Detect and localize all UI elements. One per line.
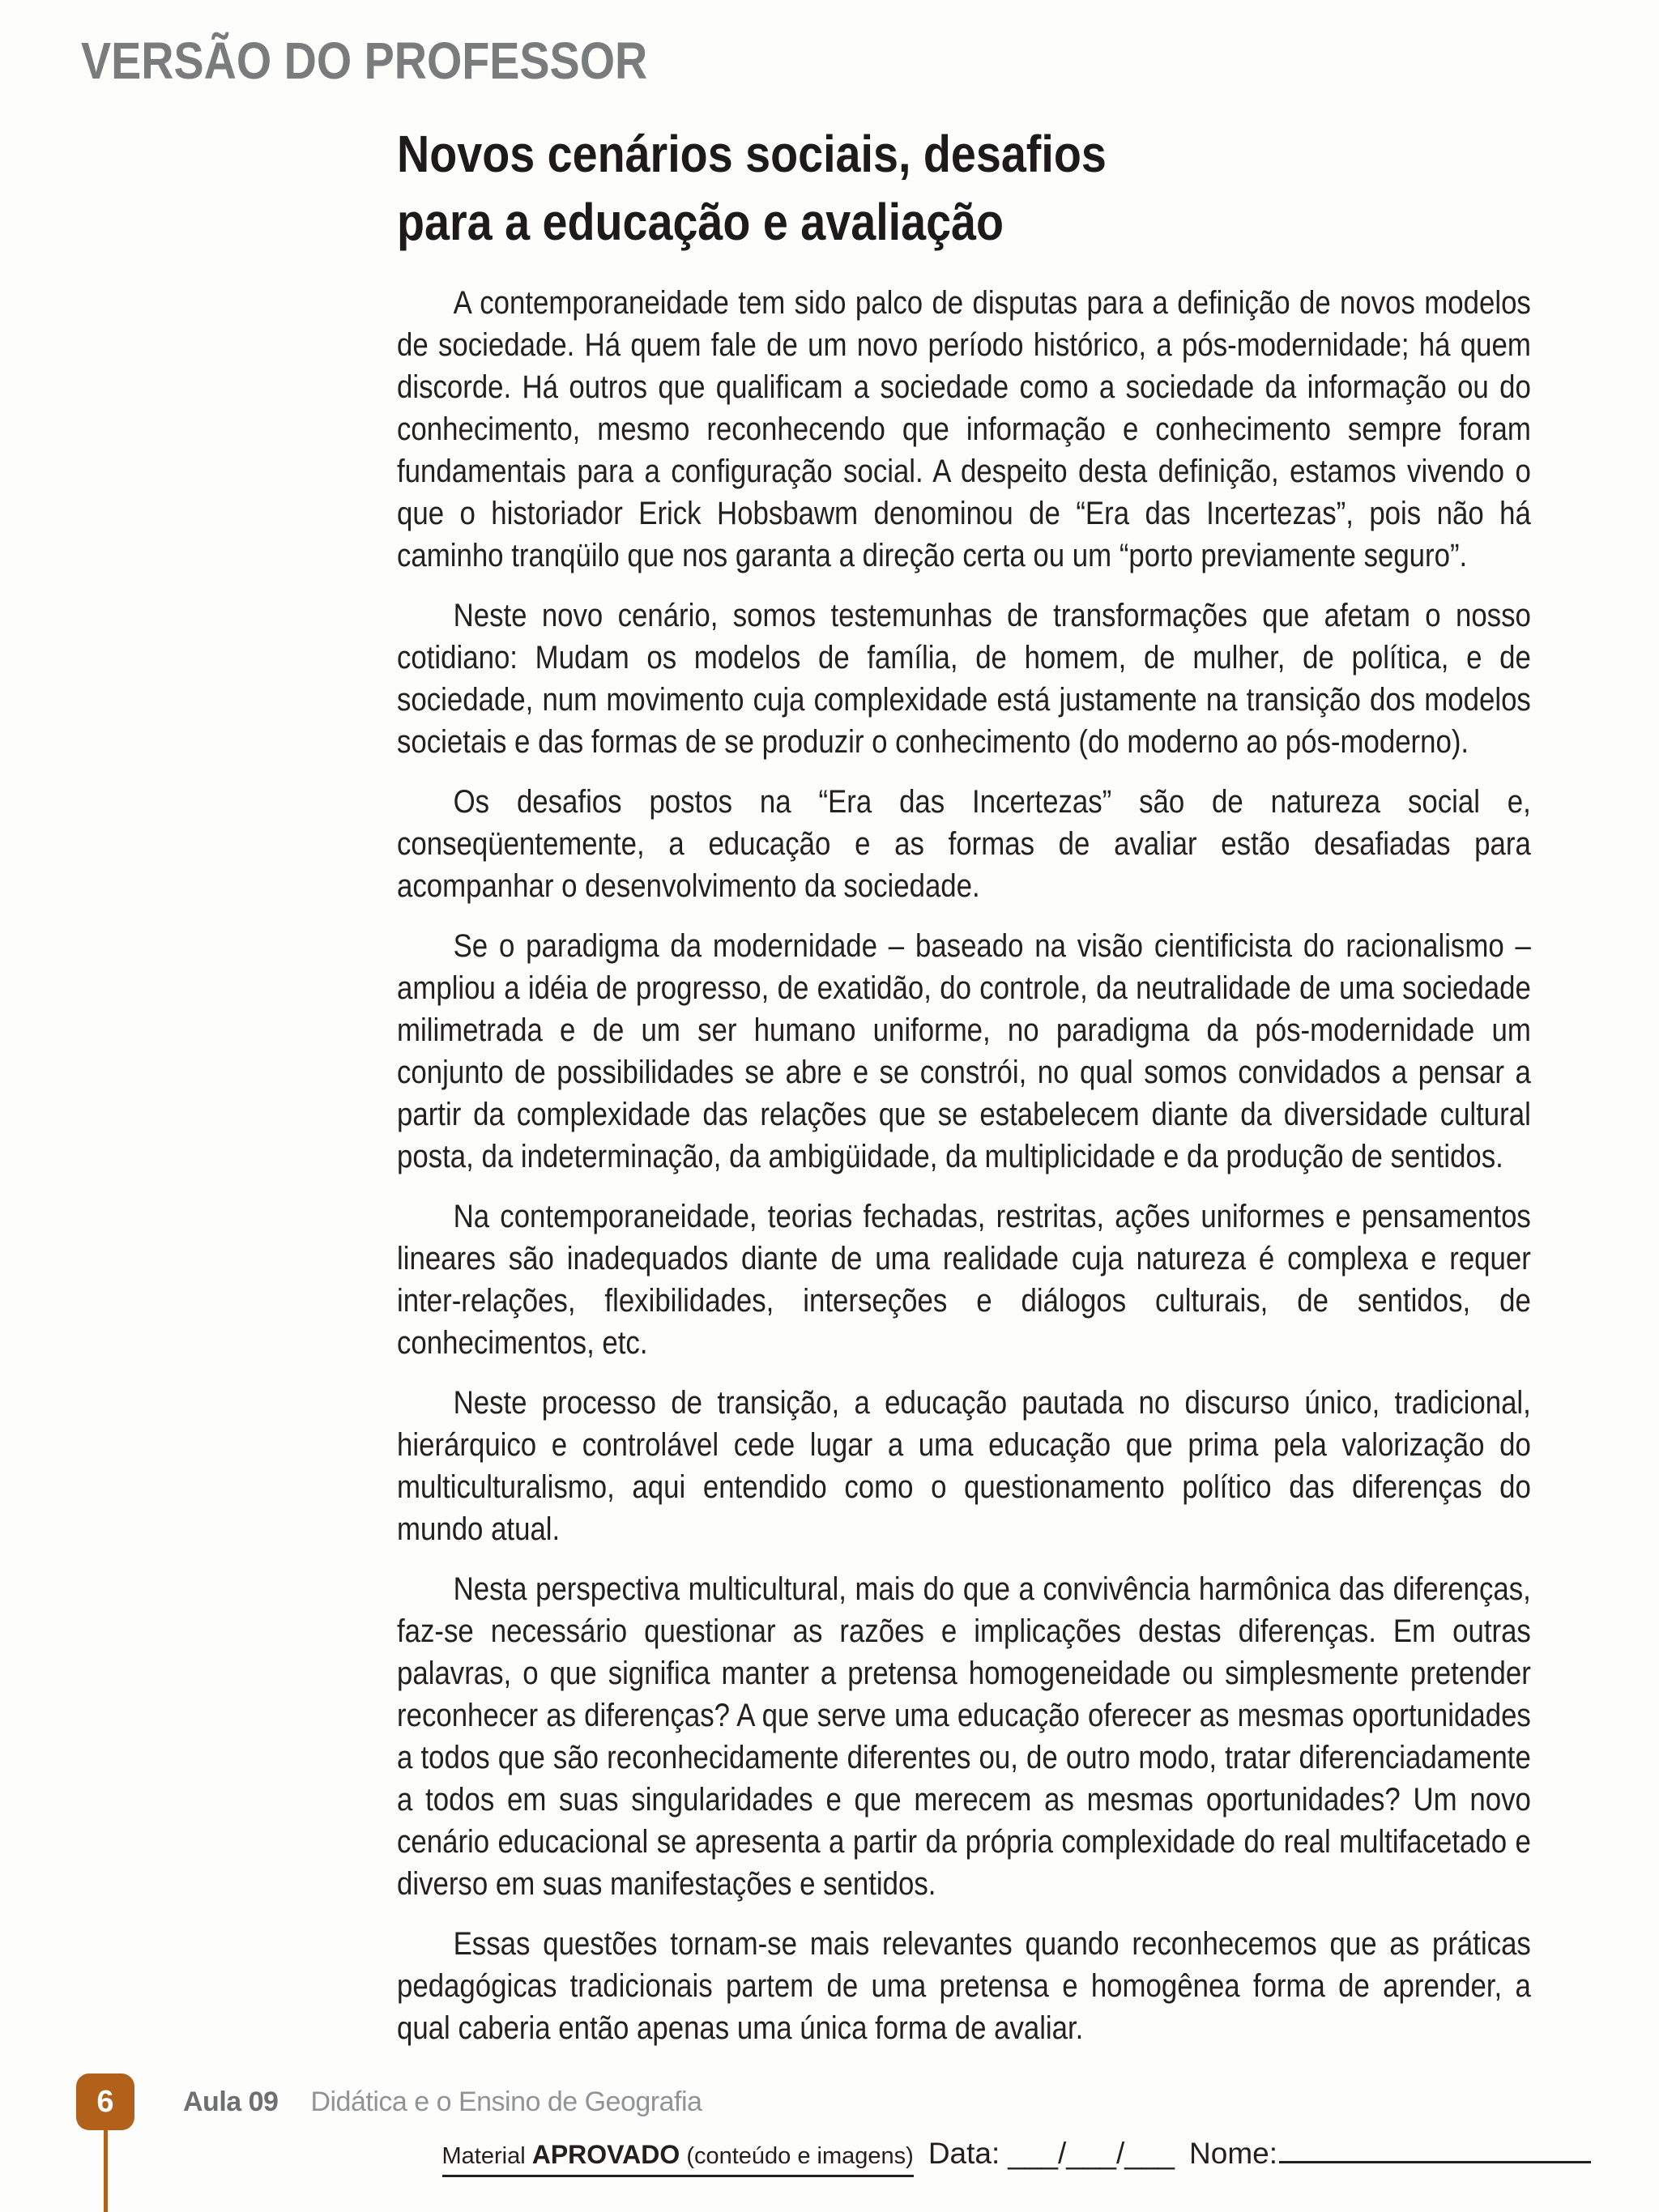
paragraph: Nesta perspectiva multicultural, mais do que a convivência harmônica das diferenças, faz-se necessário questionar as razões e implicações destas diferenças. Em outras palavras, o que significa manter a pretensa homogeneidade ou simplesmente pretender reconhecer as diferenças? A que serve uma educação oferecer as mesmas oportunidades a todos que são reconhecidamente diferentes ou, de outro modo, tratar diferenciadamente a todos em suas singularidades e que merecem as mesmas oportunidades? Um novo cenário educacional se apresenta a partir da própria complexidade do real multifacetado e diverso em suas manifestações e sentidos. xyxy=(397,1571,1531,1902)
paragraph: Se o paradigma da modernidade – baseado na visão cientificista do racionalismo – ampliou a idéia de progresso, de exatidão, do controle, da neutralidade de uma sociedade milimetrada e de um ser humano uniforme, no paradigma da pós-modernidade um conjunto de possibilidades se abre e se constrói, no qual somos convidados a pensar a partir da complexidade das relações que se estabelecem diante da diversidade cultural posta, da indeterminação, da ambigüidade, da multiplicidade e da produção de sentidos. xyxy=(397,928,1531,1174)
approval-line xyxy=(442,2137,1592,2177)
page-number: 6 xyxy=(96,2084,114,2119)
article-title xyxy=(397,120,1384,256)
paragraph: Neste processo de transição, a educação pautada no discurso único, tradicional, hierárquico e controlável cede lugar a uma educação que prima pela valorização do multiculturalismo, aqui entendido como o questionamento político das diferenças do mundo atual. xyxy=(397,1385,1531,1547)
article-body xyxy=(397,282,1531,2049)
course-title: Didática e o Ensino de Geografia xyxy=(310,2086,702,2117)
approved-word: APROVADO xyxy=(531,2140,680,2169)
paragraph: A contemporaneidade tem sido palco de disputas para a definição de novos modelos de sociedade. Há quem fale de um novo período histórico, a pós-modernidade; há quem discorde. Há outros que qualificam a sociedade como a sociedade da informação ou do conhecimento, mesmo reconhecendo que informação e conhecimento sempre foram fundamentais para a configuração social. A despeito desta definição, estamos vivendo o que o historiador Erick Hobsbawm denominou de “Era das Incertezas”, pois não há caminho tranqüilo que nos garanta a direção certa ou um “porto previamente seguro”. xyxy=(397,285,1531,573)
paragraph: Essas questões tornam-se mais relevantes quando reconhecemos que as práticas pedagógicas tradicionais partem de uma pretensa e homogênea forma de aprender, a qual caberia então apenas uma única forma de avaliar. xyxy=(397,1926,1531,2046)
date-label: Data: xyxy=(928,2137,1000,2170)
teacher-version-label: VERSÃO DO PROFESSOR xyxy=(81,32,648,90)
name-label: Nome: xyxy=(1189,2137,1277,2170)
page-footer xyxy=(183,2073,702,2130)
material-approved-label xyxy=(442,2140,914,2177)
page-number-badge xyxy=(76,2073,134,2130)
paragraph: Os desafios postos na “Era das Incertezas” são de natureza social e, conseqüentemente, a educação e as formas de avaliar estão desafiadas para acompanhar o desenvolvimento da sociedade. xyxy=(397,784,1531,904)
page-badge-tail-line xyxy=(104,2122,108,2212)
paragraph: Neste novo cenário, somos testemunhas de transformações que afetam o nosso cotidiano: Mudam os modelos de família, de homem, de mulher, de política, e de sociedade, num movimento cuja complexidade está justamente na transição dos modelos societais e das formas de se produzir o conhecimento (do moderno ao pós-moderno). xyxy=(397,598,1531,760)
name-blank-line xyxy=(1279,2159,1591,2163)
date-blank-fields: ___/___/___ xyxy=(1008,2137,1175,2170)
article-title-line2: para a educação e avaliação xyxy=(397,193,1004,251)
article-title-line1: Novos cenários sociais, desafios xyxy=(397,125,1107,183)
paragraph: Na contemporaneidade, teorias fechadas, restritas, ações uniformes e pensamentos lineares são inadequados diante de uma realidade cuja natureza é complexa e requer inter-relações, flexibilidades, interseções e diálogos culturais, de sentidos, de conhecimentos, etc. xyxy=(397,1199,1531,1361)
article xyxy=(397,120,1531,2067)
material-word: Material xyxy=(441,2143,526,2169)
lesson-number: Aula 09 xyxy=(183,2086,279,2117)
approval-scope: (conteúdo e imagens) xyxy=(686,2143,914,2169)
